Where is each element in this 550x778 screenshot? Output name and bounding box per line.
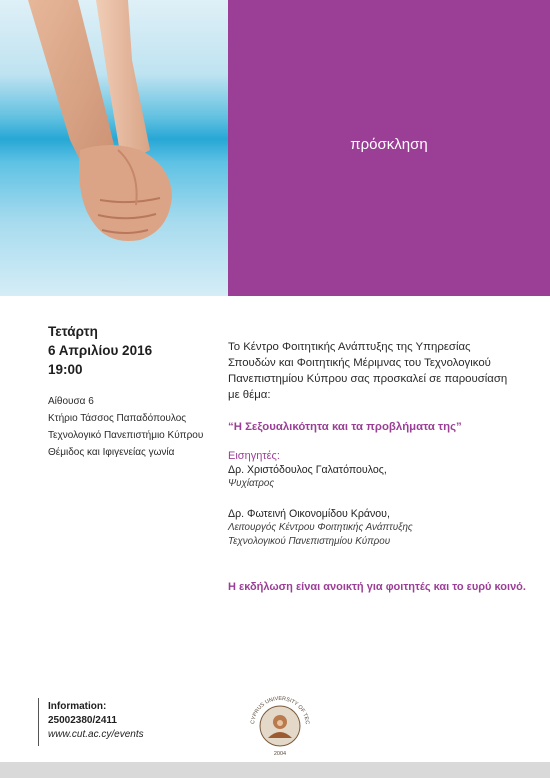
- invitation-body: [228, 339, 528, 595]
- info-divider: [38, 698, 39, 746]
- venue-line: Αίθουσα 6: [48, 396, 94, 407]
- venue-line: Θέμιδος και Ιφιγενείας γωνία: [48, 447, 175, 458]
- event-date: 6 Απριλίου 2016: [48, 343, 153, 358]
- event-time: 19:00: [48, 362, 83, 377]
- seal-icon: [244, 686, 316, 758]
- speaker-role: Λειτουργός Κέντρου Φοιτητικής Ανάπτυξης: [228, 522, 413, 533]
- contact-info: [48, 700, 144, 742]
- hands-photo: [0, 0, 228, 296]
- speaker-name: Δρ. Χριστόδουλος Γαλατόπουλος,: [228, 464, 387, 476]
- info-phone: 25002380/2411: [48, 715, 117, 726]
- university-seal-logo: [244, 686, 316, 758]
- intro-text: [228, 339, 528, 403]
- speaker-role: Τεχνολογικού Πανεπιστημίου Κύπρου: [228, 536, 391, 547]
- venue-address: [48, 393, 203, 461]
- holding-hands-illustration: [0, 0, 228, 296]
- events-link[interactable]: www.cut.ac.cy/events: [48, 729, 144, 740]
- seal-arc-text: CYPRUS UNIVERSITY OF TEC: [250, 695, 310, 725]
- venue-line: Κτήριο Τάσσος Παπαδόπουλος: [48, 413, 187, 424]
- open-event-note: Η εκδήλωση είναι ανοικτή για φοιτητές και το ευρύ κοινό.: [228, 581, 526, 593]
- venue-line: Τεχνολογικό Πανεπιστήμιο Κύπρου: [48, 430, 204, 441]
- speaker-name: Δρ. Φωτεινή Οικονομίδου Κράνου,: [228, 508, 390, 520]
- invitation-banner: [228, 0, 550, 296]
- invitation-title: πρόσκληση: [350, 136, 428, 153]
- intro-line: με θέμα:: [228, 389, 271, 401]
- presentation-subject: “Η Σεξουαλικότητα και τα προβλήματα της”: [228, 421, 462, 433]
- intro-line: Το Κέντρο Φοιτητικής Ανάπτυξης της Υπηρεσίας: [228, 341, 471, 353]
- speaker-entry: [228, 463, 528, 491]
- intro-line: Πανεπιστημίου Κύπρου σας προσκαλεί σε παρουσίαση: [228, 373, 508, 385]
- event-details: [48, 322, 203, 461]
- footer-bar: [0, 762, 550, 778]
- info-label: Information:: [48, 701, 107, 712]
- intro-line: Σπουδών και Φοιτητικής Μέριμνας του Τεχνολογικού: [228, 357, 491, 369]
- speakers-heading: Εισηγητές:: [228, 450, 280, 462]
- speaker-entry: [228, 507, 528, 549]
- event-day: Τετάρτη: [48, 324, 98, 339]
- speaker-role: Ψυχίατρος: [228, 478, 275, 489]
- seal-year: 2004: [273, 751, 287, 757]
